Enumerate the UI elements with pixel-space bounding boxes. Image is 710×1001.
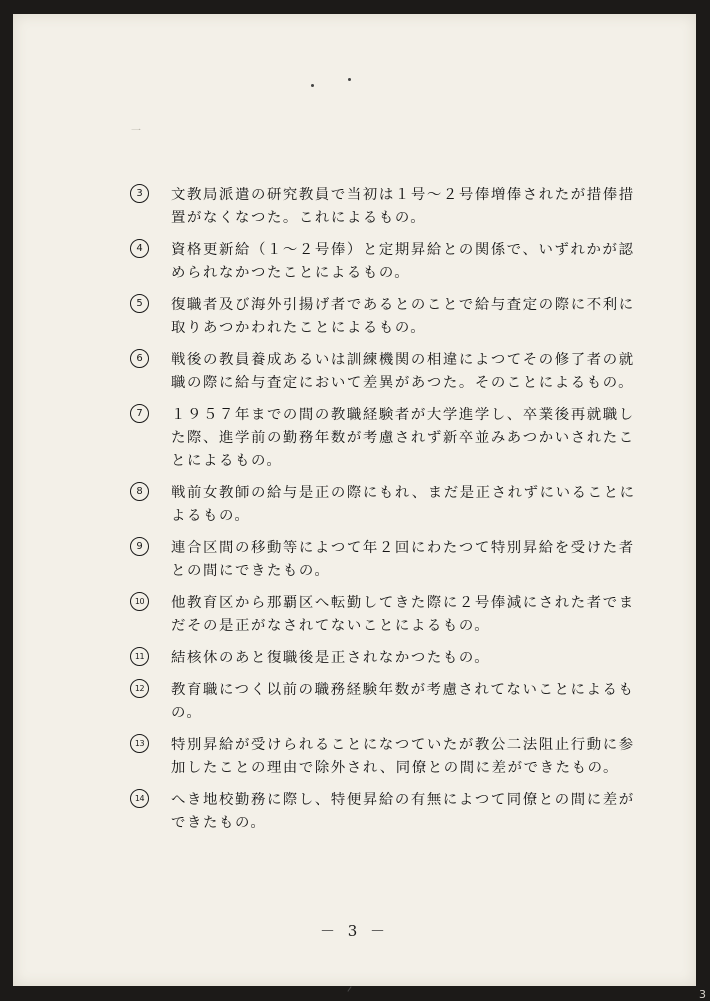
list-item-text: 資格更新給（１～２号俸）と定期昇給との関係で、いずれかが認められなかつたことによるもの。 [171,242,635,281]
list-item [130,647,650,670]
list-item [130,679,650,725]
list-item-text: 特別昇給が受けられることになつていたが教公二法阻止行動に参加したことの理由で除外され、同僚との間に差ができたもの。 [171,737,635,776]
list-item-text: 教育職につく以前の職務経験年数が考慮されてないことによるもの。 [171,682,635,721]
corner-page-number: 3 [699,988,706,1001]
list-item [130,184,650,230]
circled-number: 9 [130,537,149,556]
page-number: － 3 － [319,922,390,940]
list-item [130,734,650,780]
list-item-text: 戦後の教員養成あるいは訓練機関の相違によつてその修了者の就職の際に給与査定において差異があつた。そのことによるもの。 [171,352,635,391]
speck-mark [311,84,314,87]
speck-mark [347,986,351,991]
list-item-text: 他教育区から那覇区へ転勤してきた際に２号俸減にされた者でまだその是正がなされてないことによるもの。 [171,595,635,634]
circled-number: 3 [130,184,149,203]
circled-number: 12 [130,679,149,698]
circled-number: 6 [130,349,149,368]
list-item-text: 文教局派遣の研究教員で当初は１号～２号俸増俸されたが措俸措置がなくなつた。これによるもの。 [171,187,635,226]
list-item-text: 復職者及び海外引揚げ者であるとのことで給与査定の際に不利に取りあつかわれたことによるもの。 [171,297,635,336]
list-item-text: へき地校勤務に際し、特便昇給の有無によつて同僚との間に差ができたもの。 [171,792,635,831]
list-item [130,404,650,473]
list-item-text: 結核休のあと復職後是正されなかつたもの。 [171,650,491,666]
circled-number: 5 [130,294,149,313]
faint-show-through-text: 一 [131,126,443,137]
circled-number: 7 [130,404,149,423]
list-item [130,349,650,395]
list-item-text: 戦前女教師の給与是正の際にもれ、まだ是正されずにいることによるもの。 [171,485,636,524]
speck-mark [348,78,351,81]
circled-number: 13 [130,734,149,753]
list-item-text: １９５７年までの間の教職経験者が大学進学し、卒業後再就職した際、進学前の勤務年数が考慮されず新卒並みあつかいされたことによるもの。 [171,407,635,469]
list-item [130,592,650,638]
numbered-list [130,184,650,844]
list-item [130,537,650,583]
list-item [130,294,650,340]
list-item-text: 連合区間の移動等によつて年２回にわたつて特別昇給を受けた者との間にできたもの。 [171,540,635,579]
circled-number: 11 [130,647,149,666]
document-page [13,14,706,1001]
circled-number: 10 [130,592,149,611]
circled-number: 8 [130,482,149,501]
list-item [130,239,650,285]
circled-number: 4 [130,239,149,258]
list-item [130,789,650,835]
list-item [130,482,650,528]
circled-number: 14 [130,789,149,808]
